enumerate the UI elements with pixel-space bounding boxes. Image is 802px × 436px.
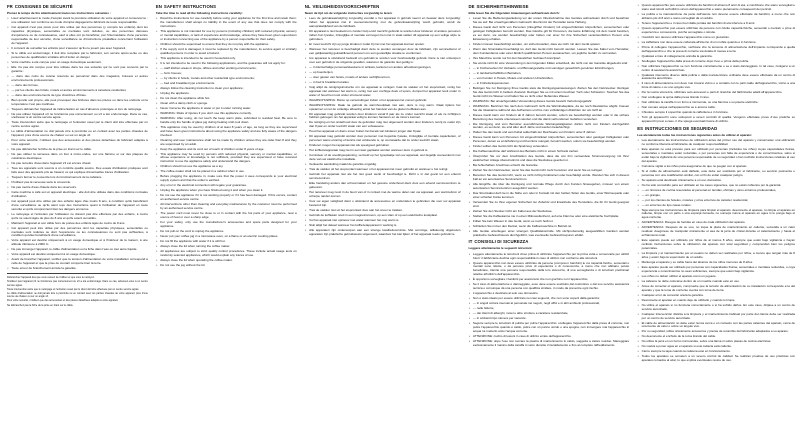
- lang-code-de: DE: [468, 4, 475, 9]
- list-item: • Ne pas débrancher la fiche de la prise en tirant sur le câble.: [11, 148, 147, 152]
- lang-code-nl: NL: [304, 4, 311, 9]
- list-item: • La pulizia e la manutenzione da parte dell'utente non devono essere effettuate da bambini, a meno che non abbiano più di 8 anni e siano sorvegliati da un adulto.: [642, 13, 795, 21]
- list-item: • Pour votre sécurité, n'utilisez que des accessoires et des pièces détachées du fabricant adaptés à votre appareil.: [11, 139, 147, 147]
- list-item: • Keep the appliance and its cord out of reach of children under 8 years of age.: [160, 148, 296, 152]
- list-item: • — dans des fermes,: [11, 84, 147, 88]
- list-item: • Do not use the appliance if it is not working properly or if it has been damaged. If this occurs, contact an authorised service centre.: [160, 194, 296, 202]
- list-item: • Este aparato no está previsto para ser utilizado por personas (incluidos los niños) cuyas capacidades físicas, sensoriales o mentales estén reducidas, o por personas con falta de experiencia o de conocimientos, salvo si están bajo la vigilancia de una persona responsable de su seguridad o han recibido instrucciones relativas al uso del aparato.: [642, 148, 795, 164]
- lang-code-fr: FR: [7, 4, 13, 9]
- list-item: • Kinderen mogen het apparaat niet als speelgoed gebruiken.: [309, 144, 460, 148]
- list-item: • Alle apparaten zijn onderworpen aan een strenge kwaliteitscontrole. Met sommige, willekeurig uitgekozen apparaten zijn praktische gebruikstests uitgevoerd, waardoor het kan lijken of het apparaat reeds gebruikt is.: [309, 229, 460, 237]
- list-item: • — in kleinschalige personeelskeukens in winkels, kantoren en andere arbeidsomgevingen,: [309, 66, 460, 70]
- list-item: • This appliance may be used by persons with reduced physical, sensory or mental capabilities, or whose experience or knowledge is not sufficient, provided they are supervised or have received instruction to use the appliance safely and understand the dangers.: [160, 153, 296, 165]
- list-item: • Qualsiasi errore di collegamento annulla la garanzia.: [642, 55, 795, 59]
- list-item: • Ziehen Sie den Netzstecker, wenn Sie das Gerät nicht mehr benutzen und wenn Sie es reinigen.: [473, 169, 629, 173]
- list-item: • De reiniging en het onderhoud door de gebruiker mag niet uitgevoerd worden door kinderen, tenzij ze ouder zijn dan 8 jaar en onder toezicht staan van een volwassene.: [309, 121, 460, 129]
- section-header-fr: [7, 4, 148, 11]
- list-item: • Always follow the cleaning instruction to clean your appliance;: [160, 87, 296, 91]
- list-item: • ADVERTENCIA: Después de su uso, no toque la placa de mantenimiento en caliente, sometida a un calor residual. Asegúrese de manipular únicamente el asa de la jarra de cristal durante el calentamiento y hasta el enfriamiento total.: [642, 226, 795, 238]
- list-item: • Das Stromkabel darf nie in die Nähe von oder in Kontakt mit den heißen Teilen des Geräts, einer Wärmequelle oder einer scharfen Kante kommen.: [473, 192, 629, 200]
- fineprint: Toute intervention autre que le nettoyage et l'entretien usuel par le client doit être effectuée par un centre service agréé.: [7, 287, 140, 291]
- list-item: • Chiudere sempre il coperchio quando la caffettiera è in funzione.: [642, 111, 795, 115]
- list-item: • Scollegare l'apparecchio dalla presa di corrente dopo l'uso e prima della pulizia.: [642, 60, 795, 64]
- section-title-it: CONSIGLI DI SICUREZZA: [474, 239, 529, 245]
- bullet-list-fr: [7, 17, 148, 271]
- list-item: • Trek de stekker niet uit het stopcontact door aan het snoer te trekken.: [309, 209, 460, 213]
- column-nl: [301, 4, 465, 433]
- list-item: • Toujours fermer le couvercle lors du fonctionnement de la cafetière.: [11, 176, 147, 180]
- list-item: • All interventions other than cleaning and everyday maintenance by the customer must be performed by an authorised service centre.: [160, 203, 296, 211]
- list-item: • Cet appareil peut être utilisé par des personnes dont les capacités physiques, sensorielles ou mentales sont réduites ou dont l'expérience ou les connaissances ne sont pas suffisantes, à condition qu'elles bénéficient d'une surveillance.: [11, 227, 147, 239]
- section-intro-it: Leggere attentamente le seguenti istruzioni:: [468, 246, 533, 251]
- list-item: • — von Kunden in Hotels, Motels und anderen Unterkünften,: [473, 77, 629, 81]
- list-item: • Halten Sie das Gerät und sein Kabel außerhalb der Reichweite von Kindern unter 8 Jahren.: [473, 131, 629, 135]
- list-item: • — dans des environnements de type chambres d'hôtes.: [11, 94, 147, 98]
- list-item: • Gebruik het apparaat niet als het niet goed werkt of beschadigd is. Richt u in dat geval tot een erkend servicecentrum.: [309, 173, 460, 181]
- list-item: • Children should not use the appliance as a toy.: [160, 165, 296, 169]
- list-item: • Dieses Gerät darf nicht von Personen (inbegriffen Kindern) mit eingeschränkten körperlichen, sensorischen oder geistigen Fähigkeiten benutzt werden. Das Gleiche gilt für Personen, die keine Erfahrung mit dem Gerät besitzen, es sei denn, sie werden beaufsichtigt oder haben von einer für ihre Sicherheit verantwortlichen Person eine Einweisung erhalten.: [473, 26, 629, 42]
- list-item: • Gebruik de koffiekan nooit in een magnetronoven, op een vlam of op een elektrische kookplaat.: [309, 214, 460, 218]
- list-item: • ADVERTENCIA: Riesgos de heridas en caso de mala utilización del aparato.: [642, 221, 795, 225]
- list-item: • — in bed & breakfast locaties.: [309, 81, 460, 85]
- list-item: • Het netsnoer mag nooit in de buurt van of in contact met de warme delen van uw apparaat, een warmtebron of scherpe randen komen.: [309, 191, 460, 199]
- section-title-en: SAFETY INSTRUCTIONS: [163, 4, 217, 9]
- list-item: • Ne pas mettre d'eau chaude dans les réservoirs.: [11, 186, 147, 190]
- list-item: • Toute intervention autre que le nettoyage et l'entretien usuel par le client doit être effectuée par un centre service agréé.: [11, 121, 147, 129]
- column-en: [152, 4, 301, 433]
- divider: [7, 273, 148, 274]
- list-item: • Tous les appareils sont soumis à un contrôle qualité sévère. Des essais d'utilisation pratiques sont faits avec des appareils pris au hasard, ce qui explique d'éventuelles traces d'utilisation.: [11, 167, 147, 175]
- list-item: • Do not fill the appliance with water if it is still hot.: [160, 240, 296, 244]
- list-item: • La caffettiera non deve essere collocata all'interno di un mobile quando è in funzione.: [642, 41, 795, 45]
- list-item: • Do not clean the appliance while hot.: [160, 97, 296, 101]
- lang-code-es: ES: [637, 125, 643, 131]
- fineprint: Le câble d'alimentation ne doit jamais être à proximité ou en contact avec les parties chaudes de votre appareil, près d'une source de chaleur ou sur un angle vif.: [7, 291, 148, 299]
- list-item: • This appliance is intended to be used in household only.: [160, 57, 296, 61]
- list-item: • Avant de brancher l'appareil, vérifiez que la tension d'alimentation de votre installation correspond à celle de l'appareil et que la prise de courant comporte bien la terre.: [11, 258, 147, 266]
- list-item: • Verkeerde aansluiting maakt de garantie ongeldig.: [309, 163, 460, 167]
- list-item: • Never immerse the appliance in water or put it under running water.: [160, 107, 296, 111]
- list-item: • N'utilisez pas la verseuse sans le couvercle.: [11, 181, 147, 185]
- list-item: • Lesen Sie die Bedienungsanleitung vor der ersten Inbetriebnahme des Gerätes aufmerksam durch und bewahren Sie sie auf: Bei unsachgemäßem Gebrauch übernimmt der Hersteller keine Haftung.: [473, 17, 629, 25]
- list-item: • — in landwirtschaftlichen Betrieben,: [473, 72, 629, 76]
- list-item: • Wenn das Stromkabel beschädigt ist, darf das Gerät nicht benutzt werden. Lassen Sie das Kabel vom Hersteller, dem Kundendienst oder einer ähnlich qualifizierten Person austauschen, um jegliche Gefahr zu vermeiden.: [473, 48, 629, 56]
- list-item: • Cualquier intervención distinta a la limpieza y el mantenimiento habitual por parte del cliente debe ser realizada por un centro de servicio autorizado.: [642, 313, 795, 321]
- list-item: • Lea atentamente las instrucciones de utilización antes del primer uso del aparato y consérvelas: una utilización no conforme liberaría al fabricante de cualquier responsabilidad.: [642, 139, 795, 147]
- list-item: • Questo apparecchio può essere utilizzato da persone con ridotte capacità fisiche, sensoriali o mentali, o prive di esperienza e conoscenza, purché sorvegliate o istruite.: [642, 27, 795, 35]
- list-item: • Do not pull on the cord to unplug the appliance.: [160, 230, 296, 234]
- list-item: • La limpieza y el mantenimiento por el usuario no deben ser realizados por niños, a menos que tengan más de 8 años y estén bajo la supervisión de un adulto.: [642, 252, 795, 260]
- list-item: • Kinder sollten das Gerät nicht als Spielzeug verwenden.: [473, 145, 629, 149]
- list-item: • — in ambienti tipo camere per vacanze.: [473, 317, 629, 321]
- list-item: • Questo apparecchio può essere utilizzato da bambini di almeno 8 anni di età, a condizione che siano sorvegliati e siano stati istruiti sull'utilizzo sicuro dell'apparecchio e siano pienamente consapevoli dei pericoli.: [642, 4, 795, 12]
- list-item: • È opportuno sorvegliare i bambini per assicurarsi che non giochino con l'apparecchio.: [473, 278, 629, 282]
- bullet-list-en: [156, 17, 297, 267]
- list-item: • Non è stato ideato per essere utilizzato nei casi seguenti, che non sono coperti dalla garanzia:: [473, 297, 629, 301]
- bullet-list-es: [637, 139, 795, 363]
- list-item: • — par les clients des hôtels, motels et autres environnements à caractère résidentiel,: [11, 89, 147, 93]
- bullet-list-de: [469, 17, 630, 237]
- list-item: • Vul het apparaat niet opnieuw met water wanneer het nog warm is.: [309, 219, 460, 223]
- list-item: • La cafetera no debe colocarse dentro de un mueble cuando esté en uso.: [642, 280, 795, 284]
- list-item: • Any error in the electrical connection will negate your guarantee.: [160, 184, 296, 188]
- list-item: • Unplug the appliance when you have finished using it and when you clean it.: [160, 189, 296, 193]
- list-item: • No utilice la jarra en un horno microondas, sobre una llama ni sobre placas de cocina eléctricas.: [642, 340, 795, 344]
- list-item: • Mantenga el aparato y su cable fuera del alcance de los niños menores de 8 años.: [642, 261, 795, 265]
- list-item: • Ne pas utiliser l'appareil s'il ne fonctionne pas correctement ou s'il a été endommagé. Dans ce cas, s'adresser à un centre service agréé.: [11, 113, 147, 121]
- list-item: • — en rincones de cocina reservados al personal en tiendas, oficinas y otros entornos profesionales,: [642, 189, 795, 193]
- list-item: • Ne pas utiliser la verseuse dans un four à micro-ondes, sur une flamme et sur des plaques de cuisinières électriques.: [11, 153, 147, 161]
- list-item: • Non scollegare la spina dalla presa tirando il cavo.: [642, 96, 795, 100]
- list-item: • — por los clientes de hoteles, moteles y otros entornos de carácter residencial,: [642, 199, 795, 203]
- list-item: • Het koffiezetapparaat mag niet in een kast geplaatst worden wanneer deze in gebruik is.: [309, 149, 460, 153]
- list-item: • Ne pas immerger l'appareil, le câble d'alimentation ou la fiche dans l'eau ou tout autre liquide.: [11, 248, 147, 252]
- list-item: • Before plugging the appliance in, make sure that the power it uses corresponds to your electrical supply system and that the outlet is earthed.: [160, 175, 296, 183]
- list-item: • ATTENZIONE: dopo l'uso non toccare la piastra di mantenimento in caldo, soggetta a calore residuo. Maneggiare esclusivamente il manico della caraffa in vetro durante il riscaldamento e fino al completo raffreddamento.: [473, 340, 629, 348]
- list-item: • Votre appareil est destiné uniquement à un usage domestique.: [11, 253, 147, 257]
- list-item: • Leggere attentamente le istruzioni d'uso prima di utilizzare l'apparecchio per la prima volta e conservarle per utilizzi futuri: il fabbricante declina ogni responsabilità in caso di utilizzo non conforme alle istruzioni.: [473, 253, 629, 261]
- list-item: • Bien qu'elle soit propre, elle peut provoquer des brûlures dans les pièces ou dans les endroits où la température n'est pas maîtrisée.: [11, 99, 147, 107]
- list-item: • Do not use the jug without the lid.: [160, 264, 296, 268]
- section-intro-nl: Neem de tijd om de volgende instructies zorgvuldig te lezen:: [304, 10, 393, 15]
- list-item: • All appliances are subject to strict quality control procedures. These include actual usage tests on randomly selected appliances, which would explain any traces of use.: [160, 250, 296, 258]
- list-item: • Le câble d'alimentation ne doit jamais être à proximité ou en contact avec les parties chaudes de l'appareil, près d'une source de chaleur ou sur un angle vif.: [11, 130, 147, 138]
- list-item: • Houd het apparaat en diens snoer buiten het bereik van kinderen jonger dan 8 jaar.: [309, 130, 460, 134]
- list-item: • Ihre Maschine wurde nur für den häuslichen Gebrauch konzipiert.: [473, 57, 629, 61]
- list-item: • ATTENZIONE: rischio di lesioni in caso di utilizzo errato dell'apparecchio.: [473, 335, 629, 339]
- list-item: • Lisez attentivement le mode d'emploi avant la première utilisation de votre appareil et conservez-le : une utilisation non conforme au mode d'emploi dégagerait le fabricant de toute responsabilité.: [11, 17, 147, 25]
- column-fr: [3, 4, 152, 433]
- list-item: • WARNUNG: Berühren Sie nach dem Gebrauch nicht die Warmhalteplatte, da sie noch Restwärme abgibt. Fassen Sie die Glaskanne während des Aufheizens und bis zum vollständigen Abkühlen nur am Griff an.: [473, 105, 629, 113]
- list-item: • No ha sido concebido para ser utilizado en los casos siguientes, que no están cubiertos por la garantía:: [642, 184, 795, 188]
- list-item: • Kinder müssen beaufsichtigt werden, um sicherzustellen, dass sie nicht mit dem Gerät spielen.: [473, 43, 629, 47]
- list-item: • WARNING: Risks of injuries if you don't use this appliance correctly.: [160, 112, 296, 116]
- list-item: • Si le câble est endommagé, il doit être remplacé par le fabricant, son service après-vente ou des personnes de qualification similaire afin d'éviter un danger.: [11, 52, 147, 60]
- list-item: • If the supply cord is damaged, it must be replaced by the manufacturer, its service agent or similarly qualified persons in order to avoid a hazard.: [160, 48, 296, 56]
- list-item: • The power cord must never be close to or in contact with the hot parts of your appliance, near a source of heat or over a sharp edge.: [160, 212, 296, 220]
- list-item: • Si el cable de alimentación está dañado, este debe ser sustituido por el fabricante, su servicio postventa o personas con una cualificación similar, con el fin de evitar cualquier peligro.: [642, 170, 795, 178]
- list-item: • Er moet toezicht zijn op jonge kinderen zodat zij niet met het apparaat kunnen spelen.: [309, 43, 460, 47]
- list-item: • El cable de alimentación no debe estar nunca cerca o en contacto con las partes calientes del aparato, cerca de una fuente de calor o sobre un ángulo vivo.: [642, 322, 795, 330]
- list-item: • — by clients in hotels, motels and other residential type environments;: [160, 77, 296, 81]
- list-item: • Sie wurde nicht für eine Verwendung in den folgenden Fällen entwickelt, die nicht von der Garantie abgedeckt sind:: [473, 62, 629, 66]
- list-item: • Benutzen Sie das Gerät nicht, wenn es nicht richtig funktioniert oder beschädigt wurde. Wenden Sie sich in diesem Fall an ein autorisiertes Servicezentrum.: [473, 174, 629, 182]
- list-item: • Schließen Sie immer den Deckel, wenn die Kaffeemaschine in Betrieb ist.: [473, 225, 629, 229]
- list-item: • Votre appareil est destiné uniquement à un usage domestique et à l'intérieur de la maison, à une altitude inférieure à 2000 m.: [11, 239, 147, 247]
- list-item: • Il convient de surveiller les enfants pour s'assurer qu'ils ne jouent pas avec l'appareil.: [11, 47, 147, 51]
- list-item: • Tenere l'apparecchio e il cavo fuori dalla portata dei bambini di età inferiore a 8 anni.: [642, 22, 795, 26]
- list-item: • Volg altijd de reinigingsinstructie om uw apparaat te reinigen: haal de stekker uit het stopcontact, reinig het apparaat niet wanneer het warm is, reinig met een vochtige doek of spons, dompel het apparaat nooit onder in water of houd het nooit onder stromend water.: [309, 86, 460, 98]
- section-title-es: INSTRUCCIONES DE SEGURIDAD: [644, 125, 718, 131]
- section-header-en: [156, 4, 297, 11]
- list-item: • — en entornos de tipo casas rurales.: [642, 204, 795, 208]
- list-item: • Desconecte el aparato en cuanto deje de utilizarlo y cuando lo limpie.: [642, 299, 795, 303]
- list-item: • Non utilizzare la caraffa in un forno a microonde, su una fiamma o su piastre elettriche.: [642, 101, 795, 105]
- list-item: • Seguire sempre le istruzioni di pulizia per pulire l'apparecchio: scollegare l'apparecchio dalla presa di corrente, non pulire l'apparecchio quando è caldo, pulire con un panno umido o una spugna, non immergere mai l'apparecchio in acqua né metterlo sotto l'acqua corrente.: [473, 322, 629, 334]
- list-item: • Lees de gebruiksaanwijzing zorgvuldig voordat u het apparaat in gebruik neemt en bewaar deze zorgvuldig: indien het apparaat niet in overeenstemming met de gebruiksaanwijzing wordt gebruikt, wordt de aansprakelijkheid van de fabrikant.: [309, 17, 460, 29]
- list-item: • Füllen Sie kein Wasser in das Gerät, wenn es noch heiß ist.: [473, 220, 629, 224]
- list-item: • Wanneer het netsnoer is beschadigd dient deze te worden vervangen door de fabrikant, zijn servicedienst of een gelijkwaardig gekwalificeerd persoon om een gevaarlijke situatie te voorkomen.: [309, 48, 460, 56]
- section-header-de: [469, 4, 630, 11]
- list-item: • Se il cavo di alimentazione è danneggiato, esso deve essere sostituito dal costruttore o dal suo servizio assistenza tecnica o comunque da una persona con qualifica similare, in modo da prevenire ogni rischio.: [473, 283, 629, 291]
- list-item: • Cet appareil peut être utilisé par des enfants âgés d'au moins 8 ans, à condition qu'ils bénéficient d'une surveillance ou qu'ils aient reçu des instructions quant à l'utilisation de l'appareil en toute sécurité et qu'ils comprennent bien les dangers encourus.: [11, 200, 147, 212]
- section-title-de: SICHERHEITSHINWEISE: [476, 4, 529, 9]
- list-item: • Todos los aparatos se someten a un severo control de calidad. Se realizan pruebas de uso prácticas con aparatos tomados al azar, lo que explica eventuales restos de uso.: [642, 355, 795, 363]
- list-item: • Alle Eingriffe, die über die Reinigung und normale Pflege durch den Kunden hinausgehen, müssen von einem autorisierten Servicezentrum ausgeführt werden.: [473, 183, 629, 191]
- list-item: • Cualquier error de conexión anula la garantía.: [642, 294, 795, 298]
- list-item: • Voor uw eigen veiligheid dient u uitsluitend de accessoires en onderdelen te gebruiken die voor uw apparaat bestemd zijn.: [309, 200, 460, 208]
- list-item: • Always close the lid when running the coffee maker.: [160, 245, 296, 249]
- list-item: • Este aparato puede ser utilizado por niños de al menos 8 años, siempre que estén bajo vigilancia o hayan recibido instrucciones sobre la utilización del aparato con total seguridad y comprendan bien los peligros potenciales.: [642, 239, 795, 251]
- list-item: • Los niños no deben utilizar el aparato como un juguete.: [642, 275, 795, 279]
- list-item: • I bambini non devono utilizzare l'apparecchio come un giocattolo.: [642, 36, 795, 40]
- list-item: • WAARSCHUWING: Risico op verwondingen indien u het apparaat niet correct gebruikt.: [309, 99, 460, 103]
- list-item: • Cette machine à café est un appareil électrique : elle doit être utilisée dans des conditions normales d'utilisation.: [11, 191, 147, 199]
- list-item: • — dai clienti di alberghi, motel e altre strutture a carattere residenziale,: [473, 312, 629, 316]
- list-item: • Non utilizzare l'apparecchio se non funziona correttamente o se è stato danneggiato. In tal caso, rivolgersi a un centro di assistenza autorizzato.: [642, 65, 795, 73]
- list-item: • Antes de conectar el aparato, compruebe que la tensión de alimentación de su instalación corresponde a la del aparato y que la toma de corriente cuenta con toma de tierra.: [642, 285, 795, 293]
- column-de: [465, 4, 634, 433]
- list-item: • Dieses Gerät kann von Personen mit eingeschränkten körperlichen, sensorischen oder geistigen Fähigkeiten oder Personen, denen es an Erfahrung und Kenntnis mangelt, benutzt werden, sofern sie beaufsichtigt werden.: [473, 136, 629, 144]
- list-item: • Cleaning and user maintenance shall not be made by children unless they are older than 8 and they are supervised by an adult.: [160, 139, 296, 147]
- list-item: • — door gasten van hotels, motels of andere verblijfsvormen,: [309, 76, 460, 80]
- list-item: • Befolgen Sie zur Reinigung Ihres Geräts stets die Reinigungsanweisungen: Ziehen Sie den Netzstecker. Reinigen Sie das Gerät nicht in heißem Zustand. Reinigen Sie es mit einem feuchten Tuch oder Schwamm. Tauchen Sie das Gerät nicht ins Wasser und halten Sie es nicht unter fließendes Wasser.: [473, 87, 629, 99]
- list-item: • Qualsiasi intervento diverso dalla pulizia e dalla manutenzione ordinaria deve essere effettuato da un centro di assistenza autorizzato.: [642, 74, 795, 82]
- list-item: • WARNING: After using, do not touch the keep warm plate, submitted to residual heat. Be sure to handle only the handle of glass jug during heating until cool down.: [160, 117, 296, 125]
- list-item: • Trek de stekker uit het stopcontact wanneer u het apparaat niet meer gebruikt en wanneer u het reinigt.: [309, 168, 460, 172]
- list-item: • Este aparato puede ser utilizado por personas con capacidades físicas, sensoriales o mentales reducidas, o cuya experiencia o conocimientos no sean suficientes, siempre que estén bajo vigilancia.: [642, 266, 795, 274]
- bullet-list-it-part1: [469, 253, 630, 348]
- list-item: • Ne pas remettre d'eau dans l'appareil s'il est encore chaud.: [11, 162, 147, 166]
- list-item: • L'apparecchio è destinato al solo uso domestico.: [473, 292, 629, 296]
- list-item: • Tutti gli apparecchi sono sottoposti a severi controlli di qualità. Vengono effettuate prove d'uso pratiche su apparecchi presi a caso, il che spiega eventuali tracce di utilizzo.: [642, 116, 795, 124]
- list-item: • — en granjas,: [642, 194, 795, 198]
- list-item: • Uw apparaat is uitsluitend bedoeld om gebruikt te worden voor huishoudelijk gebruik. Deze is niet ontworpen voor een gebruik in de volgende gevallen, waarvoor de garantie niet geldig is:: [309, 57, 460, 65]
- list-item: • Stellen Sie die Kaffeekanne nie in einen Mikrowellenherd, auf eine Flamme oder eine elektrische Kochplatte.: [473, 215, 629, 219]
- list-item: • Su aparato está destinado únicamente a un uso doméstico.: [642, 179, 795, 183]
- list-item: • Votre machine a été conçue pour un usage domestique seulement.: [11, 61, 147, 65]
- list-item: • Never put your coffee jug in a microwave oven, on a flame or an electric cooking plates.: [160, 235, 296, 239]
- fineprint: Pour votre sécurité, n'utilisez que des accessoires et des pièces détachées adaptés à votre appareil.: [7, 299, 119, 303]
- list-item: • No utilice el aparato si no funciona correctamente o si ha sufrido daños. En este caso, diríjase a un centro de servicio autorizado.: [642, 304, 795, 312]
- list-item: • Dit apparaat mag gebruikt worden door kinderen vanaf 8 jaar als ze onder toezicht staan of als ze richtlijnen hebben gekregen om het apparaat veilig te kunnen hanteren en de risico's kennen.: [309, 113, 460, 121]
- list-item: • Dieses Gerät kann von Kindern ab 8 Jahren benutzt werden, sofern sie beaufsichtigt werden oder in die sichere Benutzung des Geräts unterwiesen wurden und die damit verbundenen Gefahren verstehen.: [473, 114, 629, 122]
- list-item: • Die Kaffeemaschine darf während des Betriebs nicht in einem Schrank stehen.: [473, 150, 629, 154]
- list-item: • Elle n'a pas été conçue pour être utilisée dans les cas suivants qui ne sont pas couverts par la garantie :: [11, 66, 147, 74]
- list-item: • — in Frühstückspensionen.: [473, 82, 629, 86]
- section-header-es: [637, 126, 795, 133]
- list-item: • Read the instructions for use carefully before using your appliance for the first time and retain them: the manufacturer shall accept no liability in the event of any use that does not comply with the instructions.: [160, 17, 296, 29]
- section-title-fr: CONSIGNES DE SÉCURITÉ: [14, 4, 73, 9]
- list-item: • Cet appareil n'est pas prévu pour être utilisé par des personnes (y compris les enfants) dont les capacités physiques, sensorielles ou mentales sont réduites, ou des personnes dénuées d'expérience ou de connaissance, sauf si elles ont pu bénéficier, par l'intermédiaire d'une personne responsable de leur sécurité, d'une surveillance ou d'instructions préalables concernant l'utilisation de l'appareil.: [11, 26, 147, 46]
- list-item: • Children should be supervised to ensure that they do not play with the appliance.: [160, 43, 296, 47]
- section-intro-es: Lea atentamente todas las instrucciones siguientes antes de utilizar el aparato:: [637, 132, 753, 137]
- lang-code-it: IT: [468, 239, 473, 245]
- list-item: • Por su seguridad, utilice únicamente accesorios y piezas de recambio del fabricante adaptados a su aparato.: [642, 330, 795, 334]
- fineprint: Débranchez l'appareil dès que vous cessez de l'utiliser et que vous le nettoyez.: [7, 276, 95, 280]
- fineprint: N'utilisez pas l'appareil s'il ne fonctionne pas correctement ou s'il a été endommagé. Dans ce cas, adressez-vous à un centre service agréé.: [7, 280, 148, 287]
- list-item: • No desconecte el enchufe de la toma tirando del cable.: [642, 335, 795, 339]
- list-item: • Toute erreur de branchement annule la garantie.: [11, 267, 147, 271]
- list-item: • WAARSCHUWING: Raak na gebruik de warmhoudplaat niet aan, deze is nog warm. Raak tijdens het opwarmen en tot de volledige afkoeling enkel het handvat van de glazen koffiekan aan.: [309, 104, 460, 112]
- list-item: • The coffee-maker shall not be placed in a cabinet when in use.: [160, 170, 296, 174]
- list-item: • Prima di collegare l'apparecchio, verificare che la tensione di alimentazione dell'impianto corrisponda a quella dell'apparecchio e che la presa di corrente sia dotata di messa a terra.: [642, 46, 795, 54]
- section-intro-en: Take the time to read all the following instructions carefully:: [155, 10, 243, 15]
- fineprint: Ne débranchez pas la fiche de la prise en tirant sur le câble.: [7, 303, 74, 307]
- lang-code-en: EN: [155, 4, 162, 9]
- list-item: • — in angoli cottura riservati al personale nei negozi, negli uffici e in altri ambienti professionali,: [473, 302, 629, 306]
- column-it-es: [633, 4, 799, 433]
- list-item: • Non versare acqua nell'apparecchio se è ancora caldo.: [642, 106, 795, 110]
- list-item: • This appliance is not intended for use by persons (including children) with reduced physical, sensory or mental capabilities, or lack of experience and knowledge, unless they have been given supervision or instruction concerning use of the appliance by a person responsible for their safety.: [160, 30, 296, 42]
- list-item: • Always close the lid when operating the coffee maker.: [160, 259, 296, 263]
- list-item: • Siga siempre las instrucciones de limpieza para limpiar el aparato: desconecte el aparato, no limpie el aparato en caliente, limpie con un paño o una esponja húmeda, no sumerja nunca el aparato en agua ni lo ponga bajo el agua corriente.: [642, 209, 795, 221]
- list-item: • For your safety, only use the manufacturer's accessories and spare parts designed for your appliance.: [160, 221, 296, 229]
- list-item: • Ziehen Sie den Stecker nicht am Kabel aus der Steckdose.: [473, 210, 629, 214]
- list-item: • Dit apparaat mag gebruikt worden door personen met beperkte fysieke, zintuiglijke of mentale capaciteiten, of personen wiens ervaring of kennis niet voldoende is, op voorwaarde dat ze onder toezicht staan.: [309, 135, 460, 143]
- list-item: • — staff kitchen areas in shops, offices and other working environments;: [160, 67, 296, 71]
- list-item: • Unplug the appliance.: [160, 92, 296, 96]
- bullet-list-it-part2: [637, 4, 795, 124]
- section-header-nl: [305, 4, 461, 11]
- list-item: • Questo apparecchio non deve essere utilizzato da persone (compresi i bambini) le cui capacità fisiche, sensoriali o mentali sono ridotte, o da persone prive di esperienza o di conoscenza, a meno che non abbiano potuto beneficiare, tramite una persona responsabile della loro sicurezza, di una sorveglianza o di istruzioni preliminari relative all'utilizzo dell'apparecchio.: [473, 262, 629, 278]
- list-item: • — nelle fattorie,: [473, 307, 629, 311]
- list-item: • Maintenir l'appareil et son câble hors de portée des enfants âgés de moins de 8 ans.: [11, 222, 147, 226]
- list-item: • Elke handeling anders dan schoonmaken en het gewone onderhoud dient door een erkend servicecentrum te gebeuren.: [309, 182, 460, 190]
- list-item: • It is not intended to be used in the following applications, and the guarantee will not apply for:: [160, 62, 296, 66]
- list-item: • Controleer of de voedingsspanning, vermeld op het typeplaatje van uw apparaat, wel degelijk overeenkomt met deze van uw elektrische installatie.: [309, 154, 460, 162]
- list-item: • Dit apparaat is niet bedoeld om zonder hulp en/of toezicht gebruikt te worden door kinderen of andere personen indien hun fysieke, zintuiglijke of mentale vermogen hen niet in staat stellen dit apparaat op een veilige wijze te gebruiken.: [309, 30, 460, 42]
- list-item: • Il cavo di alimentazione non deve mai trovarsi vicino o a contatto con le parti calde dell'apparecchio, vicino a una fonte di calore o su uno spigolo vivo.: [642, 82, 795, 90]
- list-item: • Toujours débrancher l'appareil de l'alimentation en cas d'absence prolongée et lors du nettoyage.: [11, 108, 147, 112]
- list-item: • Cierre siempre la tapa cuando la cafetera esté en funcionamiento.: [642, 350, 795, 354]
- bullet-list-nl: [305, 17, 461, 236]
- list-item: • Le nettoyage et l'entretien par l'utilisateur ne doivent pas être effectués par des enfants, à moins qu'ils ne soient âgés de plus de 8 ans et qu'ils soient surveillés.: [11, 213, 147, 221]
- list-item: • — dans des coins de cuisine réservés au personnel dans des magasins, bureaux et autres environnements professionnels,: [11, 75, 147, 83]
- list-item: • This appliance may be used by children of at least 8 years of age, as long as they are supervised and have been given instructions about using the appliance safely and are fully aware of the dangers involved.: [160, 126, 296, 138]
- section-header-it: [469, 239, 630, 246]
- section-intro-de: Bitte lesen Sie die folgenden Anweisungen aufmerksam durch:: [468, 10, 560, 15]
- list-item: • — in Küchenecken für Verkaufs- und Büroangestellte und sonstigen gewerblich genutzten Einrichtungen,: [473, 67, 629, 71]
- list-item: • — op boerderijen,: [309, 71, 460, 75]
- list-item: • Sluit altijd het deksel wanneer het koffiezetapparaat in werking is.: [309, 224, 460, 228]
- list-item: • — farm houses;: [160, 72, 296, 76]
- list-item: • No vuelva a poner agua en el aparato si este todavía está caliente.: [642, 345, 795, 349]
- list-item: • Conviene vigilar a los niños para asegurarse de que no juegan con el aparato.: [642, 165, 795, 169]
- section-intro-fr: Prenez le temps de lire attentivement toutes les instructions suivantes :: [7, 10, 111, 15]
- list-item: • Überprüfen Sie vor dem Anschließen des Geräts, dass die von ihm verwendete Stromversorgung mit Ihrer elektrischen Anlage übereinstimmt und dass die Steckdose geerdet ist.: [473, 155, 629, 163]
- list-item: • Verwenden Sie zu Ihrer eigenen Sicherheit nur Zubehör und Ersatzteile des Herstellers, die für Ihr Gerät geeignet sind.: [473, 201, 629, 209]
- list-item: • Per la vostra sicurezza, utilizzare solo accessori e parti di ricambio del fabbricante adatti all'apparecchio.: [642, 91, 795, 95]
- list-item: • Bei fehlerhaftem Anschluss erlischt die Garantie.: [473, 164, 629, 168]
- list-item: • Die Reinigung und vom Benutzer auszuführende Wartungstätigkeiten dürfen nicht von Kindern durchgeführt werden, es sei denn, sie sind älter als 8 Jahre und werden beaufsichtigt.: [473, 123, 629, 131]
- list-item: • — bed and breakfast type environments.: [160, 82, 296, 86]
- list-item: • Clean with a damp cloth or sponge.: [160, 102, 296, 106]
- section-title-nl: VEILIGHEIDSVOORSCHRIFTEN: [312, 4, 380, 9]
- list-item: • WARNUNG: Bei unsachgemäßer Verwendung dieses Geräts besteht Verletzungsgefahr.: [473, 100, 629, 104]
- list-item: • Alle Geräte unterliegen einer strengen Qualitätskontrolle. Mit stichprobenartig ausgewählten Geräten werden praktische Gebrauchstests durchgeführt, was eventuelle Gebrauchsspuren erklärt.: [473, 230, 629, 238]
